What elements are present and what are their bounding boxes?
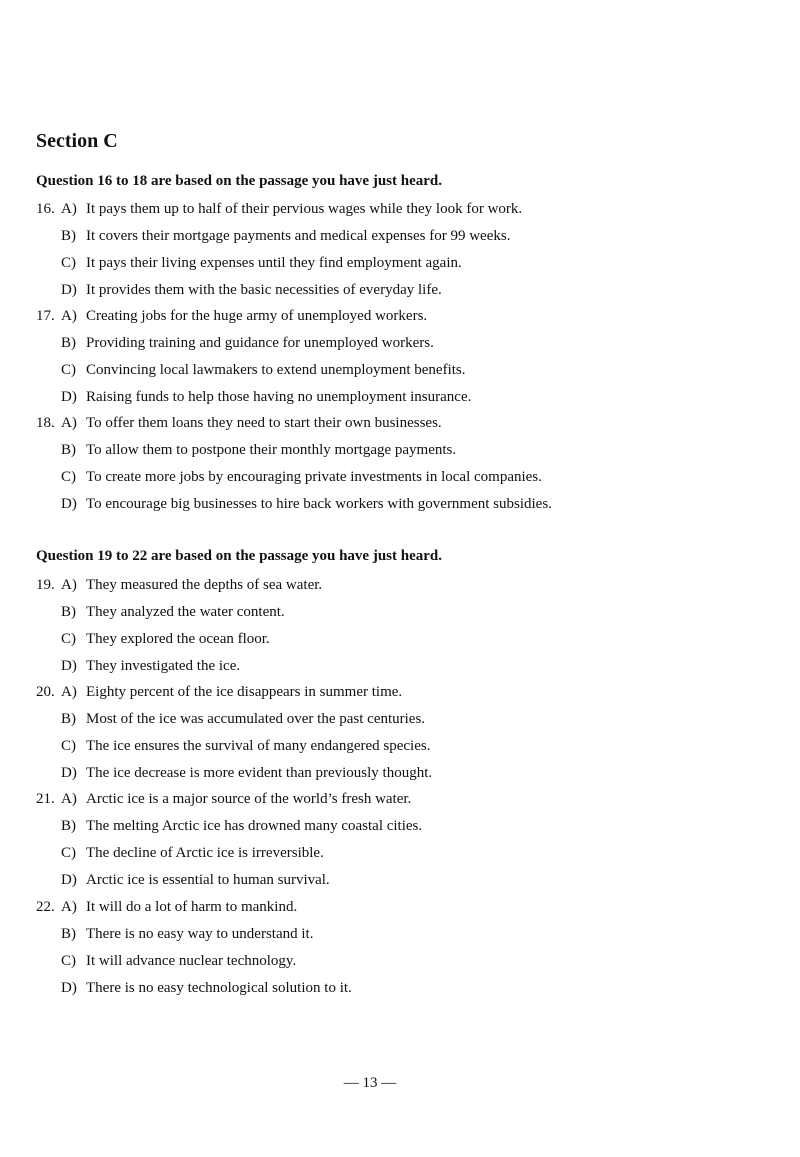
question-number: 22.: [36, 899, 55, 915]
option-text: It pays them up to half of their pervious wages while they look for work.: [86, 201, 523, 217]
option-text: There is no easy way to understand it.: [86, 926, 314, 942]
option-letter: B): [61, 711, 76, 727]
option-letter: D): [61, 980, 77, 996]
option-letter: C): [61, 845, 76, 861]
option-text: They measured the depths of sea water.: [86, 577, 323, 593]
group-heading: Question 16 to 18 are based on the passage you have just heard.: [36, 173, 443, 189]
option-text: To encourage big businesses to hire back workers with government subsidies.: [86, 496, 552, 512]
option-letter: C): [61, 953, 76, 969]
option-text: They explored the ocean floor.: [86, 631, 270, 647]
option-letter: A): [61, 415, 77, 431]
option-letter: A): [61, 201, 77, 217]
option-text: Arctic ice is a major source of the world’s fresh water.: [86, 791, 412, 807]
option-letter: C): [61, 362, 76, 378]
page-number: — 13 —: [343, 1075, 397, 1091]
option-letter: D): [61, 496, 77, 512]
option-letter: D): [61, 389, 77, 405]
option-letter: C): [61, 738, 76, 754]
option-text: To allow them to postpone their monthly mortgage payments.: [86, 442, 457, 458]
option-letter: A): [61, 684, 77, 700]
option-text: It will do a lot of harm to mankind.: [86, 899, 298, 915]
option-letter: B): [61, 818, 76, 834]
option-letter: A): [61, 577, 77, 593]
section-title: Section C: [36, 130, 118, 152]
option-letter: B): [61, 228, 76, 244]
option-text: Eighty percent of the ice disappears in summer time.: [86, 684, 403, 700]
option-text: They analyzed the water content.: [86, 604, 285, 620]
option-letter: B): [61, 442, 76, 458]
option-letter: C): [61, 255, 76, 271]
option-text: There is no easy technological solution to it.: [86, 980, 352, 996]
option-text: It provides them with the basic necessities of everyday life.: [86, 282, 442, 298]
option-text: They investigated the ice.: [86, 658, 241, 674]
option-text: Arctic ice is essential to human survival.: [86, 872, 330, 888]
question-number: 17.: [36, 308, 55, 324]
option-letter: B): [61, 604, 76, 620]
option-letter: D): [61, 282, 77, 298]
option-text: Creating jobs for the huge army of unemployed workers.: [86, 308, 428, 324]
option-letter: A): [61, 899, 77, 915]
option-text: It will advance nuclear technology.: [86, 953, 297, 969]
question-number: 19.: [36, 577, 55, 593]
option-text: The melting Arctic ice has drowned many coastal cities.: [86, 818, 423, 834]
option-letter: C): [61, 631, 76, 647]
option-text: Most of the ice was accumulated over the past centuries.: [86, 711, 426, 727]
option-letter: A): [61, 791, 77, 807]
option-text: It covers their mortgage payments and medical expenses for 99 weeks.: [86, 228, 511, 244]
option-letter: A): [61, 308, 77, 324]
option-text: The ice decrease is more evident than previously thought.: [86, 765, 433, 781]
option-text: The decline of Arctic ice is irreversible.: [86, 845, 324, 861]
option-letter: B): [61, 926, 76, 942]
option-text: To create more jobs by encouraging private investments in local companies.: [86, 469, 542, 485]
option-letter: D): [61, 658, 77, 674]
option-text: Providing training and guidance for unemployed workers.: [86, 335, 434, 351]
option-text: To offer them loans they need to start their own businesses.: [86, 415, 442, 431]
question-number: 16.: [36, 201, 55, 217]
question-number: 20.: [36, 684, 55, 700]
option-letter: D): [61, 872, 77, 888]
option-letter: B): [61, 335, 76, 351]
option-letter: D): [61, 765, 77, 781]
question-number: 18.: [36, 415, 55, 431]
group-heading: Question 19 to 22 are based on the passage you have just heard.: [36, 548, 443, 564]
option-text: Convincing local lawmakers to extend unemployment benefits.: [86, 362, 466, 378]
option-text: It pays their living expenses until they find employment again.: [86, 255, 462, 271]
question-number: 21.: [36, 791, 55, 807]
option-text: Raising funds to help those having no unemployment insurance.: [86, 389, 472, 405]
option-text: The ice ensures the survival of many endangered species.: [86, 738, 431, 754]
option-letter: C): [61, 469, 76, 485]
